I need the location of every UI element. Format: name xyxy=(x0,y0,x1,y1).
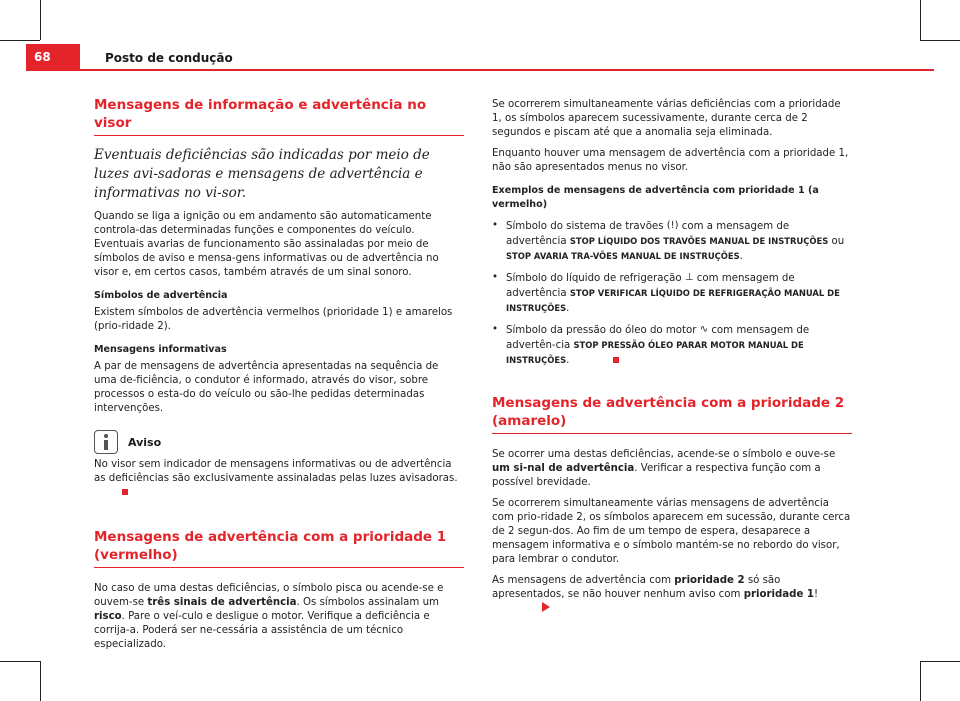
section-end-marker xyxy=(122,489,128,495)
paragraph: Quando se liga a ignição ou em andamento são automaticamente controla-das determinadas funções e componentes do veículo. Eventuais avarias de funcionamento são assinaladas por meio de símbolos de aviso e mensa-gens informativas ou de advertência no visor e, em certos casos, também através de um sinal sonoro. xyxy=(94,211,439,278)
crop-mark xyxy=(920,0,921,40)
page-header-title: Posto de condução xyxy=(105,51,233,65)
note-text: No visor sem indicador de mensagens informativas ou de advertência as deficiências são exclusivamente assinaladas pelas luzes avisadoras. xyxy=(94,458,464,500)
crop-mark xyxy=(40,0,41,40)
section-end-marker xyxy=(613,357,619,363)
crop-mark xyxy=(920,40,960,41)
note-title: Aviso xyxy=(128,435,162,449)
crop-mark xyxy=(0,661,40,662)
paragraph: Existem símbolos de advertência vermelhos (prioridade 1) e amarelos (prio-ridade 2). xyxy=(94,307,453,332)
crop-mark xyxy=(920,661,960,662)
brake-warning-icon: (!) xyxy=(666,220,679,231)
section-title-priority-2: Mensagens de advertência com a prioridade 2 (amarelo) xyxy=(492,394,852,434)
coolant-icon: ⊥ xyxy=(684,272,694,283)
list-item: • Símbolo da pressão do óleo do motor ∿ com mensagem de advertên-cia STOP PRESSÃO ÓLEO PARAR MOTOR MANUAL DE INSTRUÇÕES. xyxy=(492,323,852,368)
crop-mark xyxy=(40,661,41,701)
paragraph: Se ocorrerem simultaneamente várias deficiências com a prioridade 1, os símbolos aparecem sucessivamente, durante cerca de 2 segundos e piscam até que a anomalia seja eliminada. xyxy=(492,99,841,138)
subheading-examples-priority-1: Exemplos de mensagens de advertência com prioridade 1 (a vermelho) xyxy=(492,185,819,210)
crop-mark xyxy=(0,40,40,41)
subheading-info-messages: Mensagens informativas xyxy=(94,344,227,355)
left-column xyxy=(94,96,464,652)
oil-pressure-icon: ∿ xyxy=(699,324,709,335)
subheading-warning-symbols: Símbolos de advertência xyxy=(94,290,228,301)
paragraph: A par de mensagens de advertência apresentadas na sequência de uma de-ficiência, o condutor é informado, através do visor, sobre processos o esta-do do veículo ou são-lhe pedidas determinadas intervenções. xyxy=(94,361,439,414)
page-number: 68 xyxy=(26,44,80,70)
section-title-info-messages: Mensagens de informação e advertência no visor xyxy=(94,96,464,136)
paragraph: Se ocorrerem simultaneamente várias mensagens de advertência com prio-ridade 2, os símbolos aparecem em sucessão, durante cerca de 2 segun-dos. Ao fim de um tempo de espera, desaparece a mensagem informativa e o símbolo mantém-se no rebordo do visor, para lembrar o condutor. xyxy=(492,498,851,565)
note-header xyxy=(94,430,464,454)
paragraph: Se ocorrer uma destas deficiências, acende-se o símbolo e ouve-se um si-nal de advertência. Verificar a respectiva função com a possível brevidade. xyxy=(492,449,836,488)
section-lead: Eventuais deficiências são indicadas por meio de luzes avi-sadoras e mensagens de advertência e informativas no vi-sor. xyxy=(94,147,430,201)
right-column xyxy=(492,98,852,617)
section-title-priority-1: Mensagens de advertência com a prioridade 1 (vermelho) xyxy=(94,528,464,568)
paragraph: As mensagens de advertência com prioridade 2 só são apresentados, se não houver nenhum aviso com prioridade 1! xyxy=(492,574,852,617)
paragraph: No caso de uma destas deficiências, o símbolo pisca ou acende-se e ouvem-se três sinais de advertência. Os símbolos assinalam um risco. Pare o veí-culo e desligue o motor. Verifique a deficiência e corrija-a. Poderá ser ne-cessária a assistência de um técnico especializado. xyxy=(94,583,444,650)
header-rule xyxy=(26,69,934,71)
continue-arrow-icon xyxy=(542,602,550,612)
info-note-icon xyxy=(94,430,118,454)
list-item: • Símbolo do líquido de refrigeração ⊥ com mensagem de advertência STOP VERIFICAR LÍQUIDO DE REFRIGERAÇÃO MANUAL DE INSTRUÇÕES. xyxy=(492,271,852,316)
list-item: • Símbolo do sistema de travões (!) com a mensagem de advertência STOP LÍQUIDO DOS TRAVÕES MANUAL DE INSTRUÇÕES ou STOP AVARIA TRA-VÕES MANUAL DE INSTRUÇÕES. xyxy=(492,219,852,264)
paragraph: Enquanto houver uma mensagem de advertência com a prioridade 1, não são apresentados menus no visor. xyxy=(492,148,849,173)
crop-mark xyxy=(920,661,921,701)
